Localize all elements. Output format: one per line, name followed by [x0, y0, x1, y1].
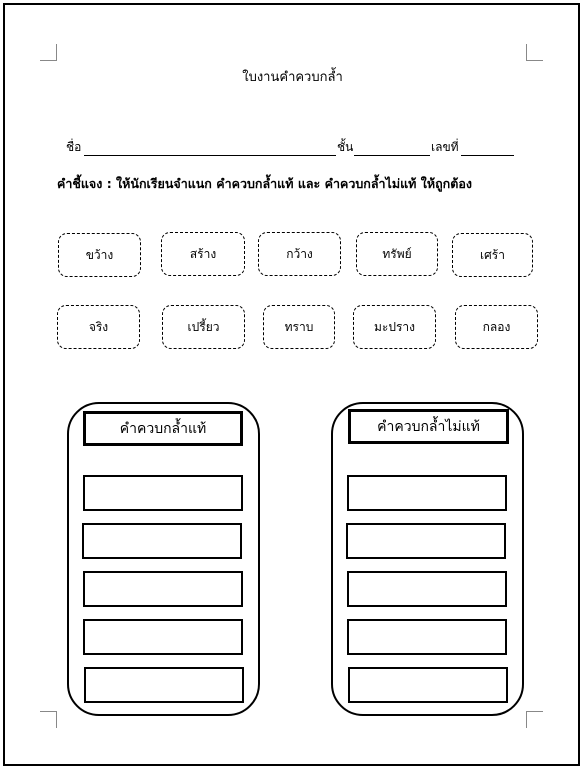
answer-slot[interactable]	[83, 475, 243, 511]
word-card[interactable]: มะปราง	[353, 305, 436, 349]
word-card[interactable]: ขว้าง	[58, 233, 141, 277]
word-card[interactable]: จริง	[57, 305, 140, 349]
word-card[interactable]: ทราบ	[263, 305, 335, 349]
answer-slot[interactable]	[348, 667, 508, 703]
word-card[interactable]: เปรี้ยว	[162, 305, 245, 349]
grade-blank[interactable]	[354, 155, 430, 156]
answer-slot[interactable]	[82, 523, 242, 559]
number-label: เลขที่	[431, 140, 459, 154]
crop-mark-top-right	[526, 44, 543, 61]
crop-mark-bottom-right	[526, 711, 543, 728]
crop-mark-top-left	[40, 44, 57, 61]
grade-label: ชั้น	[337, 140, 354, 154]
word-card[interactable]: เศร้า	[452, 233, 533, 277]
true-cluster-header: คำควบกล้ำแท้	[83, 411, 243, 446]
answer-slot[interactable]	[83, 619, 243, 655]
crop-mark-bottom-left	[40, 711, 57, 728]
answer-slot[interactable]	[347, 571, 507, 607]
worksheet-title: ใบงานคำควบกล้ำ	[242, 70, 343, 85]
false-cluster-header: คำควบกล้ำไม่แท้	[348, 409, 509, 444]
answer-slot[interactable]	[346, 523, 506, 559]
word-card[interactable]: กลอง	[455, 305, 538, 349]
answer-slot[interactable]	[347, 475, 507, 511]
word-card[interactable]: ทรัพย์	[356, 232, 438, 276]
number-blank[interactable]	[461, 155, 514, 156]
name-blank[interactable]	[84, 155, 336, 156]
instruction-text: คำชี้แจง : ให้นักเรียนจำแนก คำควบกล้ำแท้ และ คำควบกล้ำไม่แท้ ให้ถูกต้อง	[57, 176, 472, 191]
answer-slot[interactable]	[347, 619, 507, 655]
answer-slot[interactable]	[84, 667, 244, 703]
word-card[interactable]: กว้าง	[258, 232, 341, 276]
name-label: ชื่อ	[66, 140, 82, 154]
word-card[interactable]: สร้าง	[161, 232, 245, 276]
answer-slot[interactable]	[83, 571, 243, 607]
